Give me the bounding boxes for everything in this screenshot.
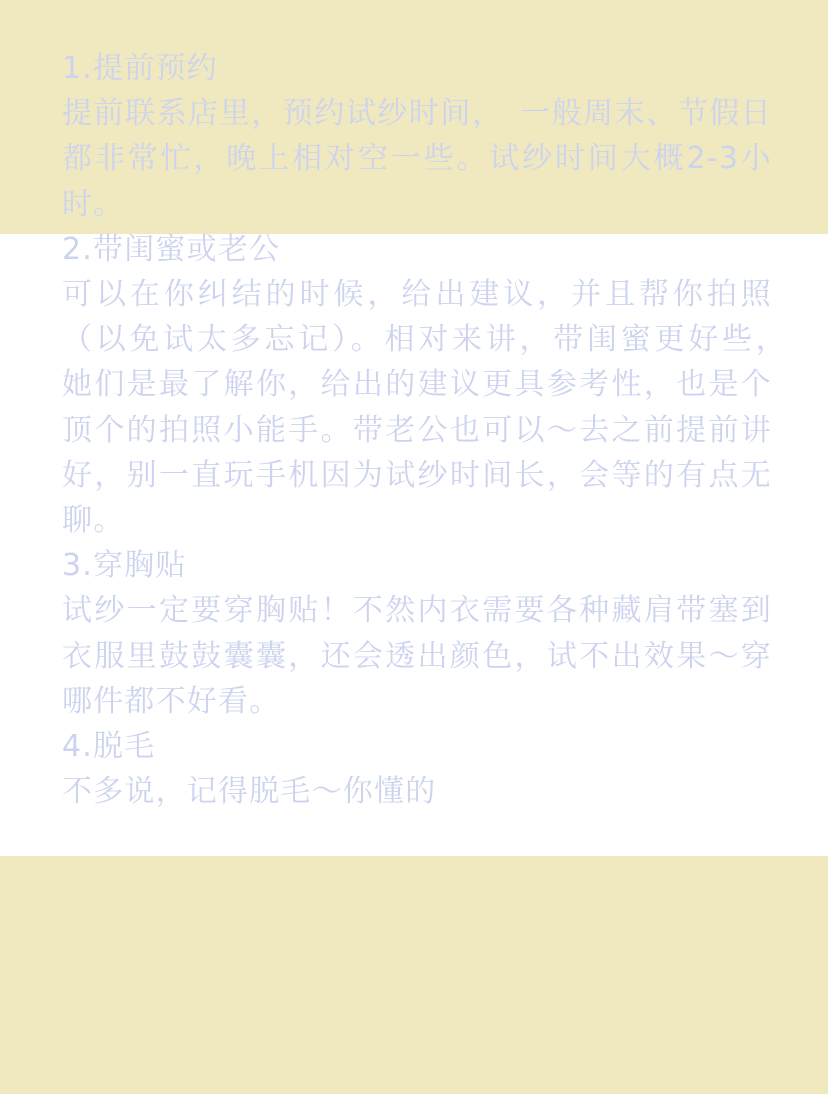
- tip-heading: 4.脱毛: [62, 729, 156, 765]
- tip-section-1: [62, 46, 772, 227]
- tip-body: 试纱一定要穿胸贴！不然内衣需要各种藏肩带塞到衣服里鼓鼓囊囊，还会透出颜色，试不出效果～穿哪件都不好看。: [62, 593, 772, 719]
- tip-section-2: [62, 227, 804, 543]
- tip-section-3: [62, 543, 772, 724]
- tip-body: 不多说，记得脱毛～你懂的: [62, 774, 437, 810]
- tip-heading: 1.提前预约: [62, 51, 218, 86]
- tip-body: 提前联系店里，预约试纱时间， 一般周末、节假日都非常忙，晚上相对空一些。试纱时间大概2-3小时。: [62, 96, 772, 222]
- tip-heading: 3.穿胸贴: [62, 548, 187, 584]
- background-band-bottom: [0, 856, 828, 1094]
- tip-heading: 2.带闺蜜或老公: [62, 231, 281, 267]
- tips-article: [62, 46, 804, 814]
- tip-section-4: [62, 724, 772, 814]
- tip-body: 可以在你纠结的时候，给出建议，并且帮你拍照（以免试太多忘记）。相对来讲，带闺蜜更好些， 她们是最了解你，给出的建议更具参考性，也是个顶个的拍照小能手。带老公也可以～去之前提前讲好，别一直玩手机因为试纱时间长，会等的有点无聊。: [62, 277, 804, 539]
